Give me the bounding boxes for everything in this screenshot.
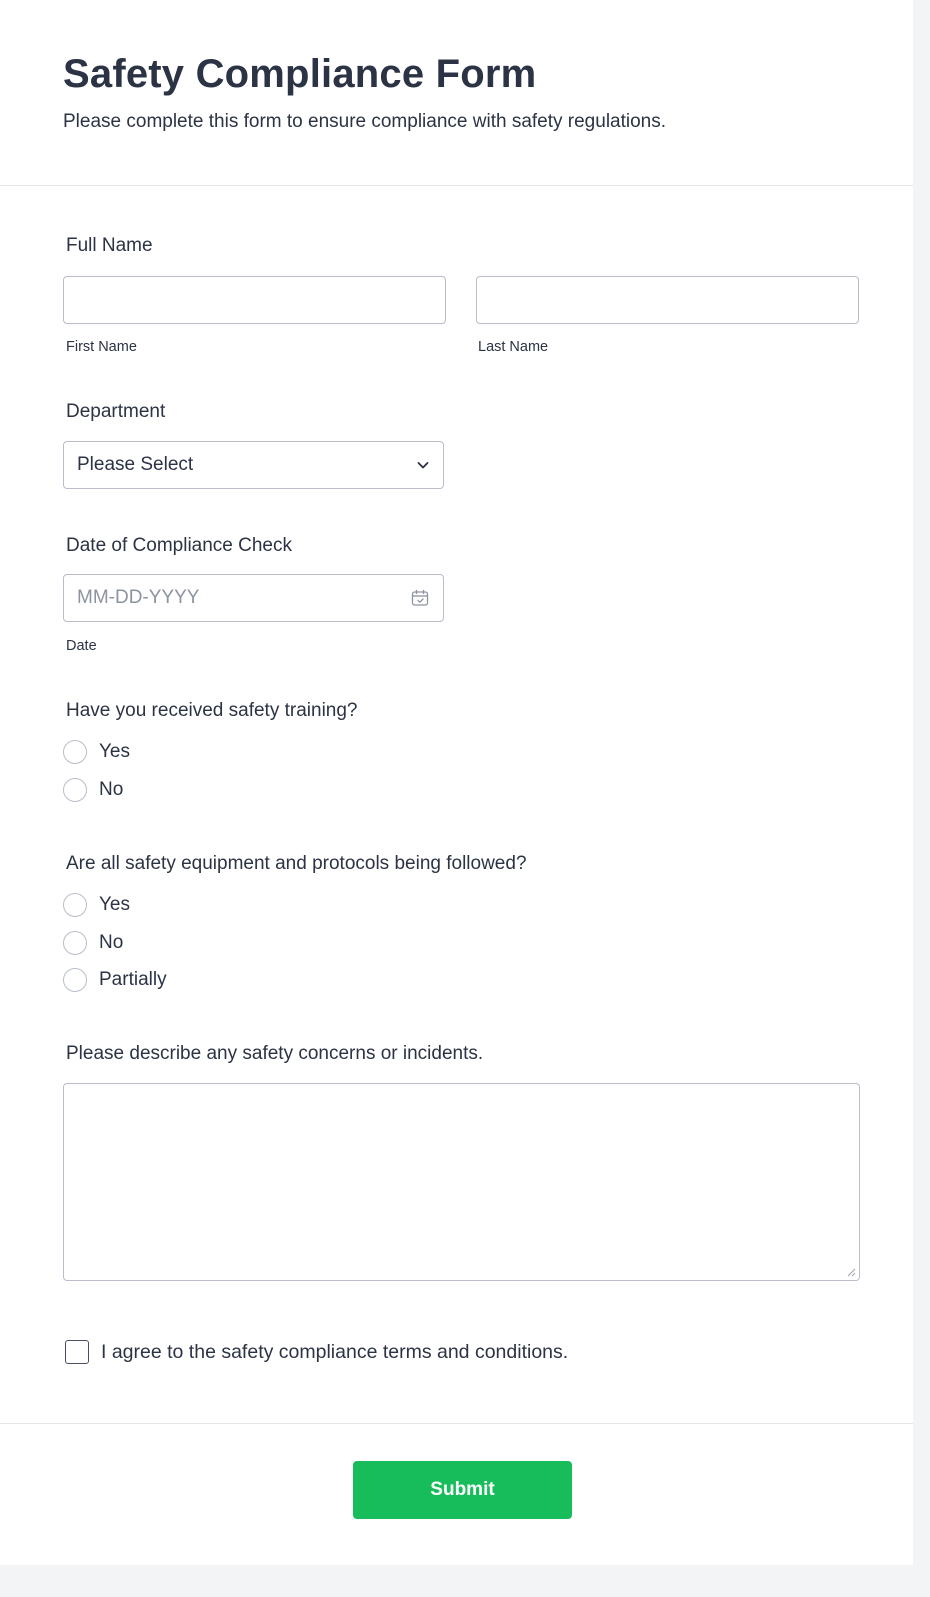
- radio-button[interactable]: [63, 778, 87, 802]
- form-title: Safety Compliance Form: [63, 52, 537, 96]
- agreement-label: I agree to the safety compliance terms and conditions.: [101, 1340, 569, 1363]
- radio-button[interactable]: [63, 740, 87, 764]
- resize-handle-icon[interactable]: [846, 1267, 856, 1277]
- training-option-yes[interactable]: [63, 739, 130, 765]
- equipment-option-partially[interactable]: [63, 967, 167, 993]
- date-sublabel: Date: [66, 638, 97, 654]
- department-label: Department: [66, 401, 166, 422]
- equipment-option-yes[interactable]: [63, 892, 130, 918]
- submit-button[interactable]: Submit: [353, 1461, 572, 1519]
- training-option-no[interactable]: [63, 777, 123, 803]
- agreement-option[interactable]: [65, 1340, 568, 1364]
- date-label: Date of Compliance Check: [66, 535, 292, 556]
- last-name-sublabel: Last Name: [478, 339, 549, 355]
- full-name-label: Full Name: [66, 235, 153, 256]
- radio-button[interactable]: [63, 968, 87, 992]
- radio-label: No: [99, 779, 124, 800]
- date-placeholder: MM-DD-YYYY: [77, 587, 200, 608]
- equipment-option-no[interactable]: [63, 930, 123, 956]
- form-subtitle: Please complete this form to ensure compliance with safety regulations.: [63, 111, 667, 132]
- calendar-icon[interactable]: [410, 588, 430, 608]
- training-label: Have you received safety training?: [66, 700, 358, 721]
- concerns-label: Please describe any safety concerns or incidents.: [66, 1043, 484, 1064]
- chevron-down-icon: [415, 457, 431, 473]
- first-name-sublabel: First Name: [66, 339, 137, 355]
- department-select[interactable]: [63, 441, 444, 489]
- first-name-input[interactable]: [63, 276, 446, 324]
- agreement-checkbox[interactable]: [65, 1340, 89, 1364]
- date-input[interactable]: [63, 574, 444, 622]
- radio-button[interactable]: [63, 931, 87, 955]
- form-header: [0, 0, 913, 186]
- radio-label: No: [99, 932, 124, 953]
- department-selected-value: Please Select: [77, 454, 194, 475]
- last-name-input[interactable]: [476, 276, 859, 324]
- radio-button[interactable]: [63, 893, 87, 917]
- radio-label: Partially: [99, 969, 167, 990]
- radio-label: Yes: [99, 894, 130, 915]
- radio-label: Yes: [99, 741, 130, 762]
- equipment-label: Are all safety equipment and protocols being followed?: [66, 853, 527, 874]
- concerns-textarea[interactable]: [63, 1083, 860, 1281]
- footer-divider: [0, 1423, 913, 1424]
